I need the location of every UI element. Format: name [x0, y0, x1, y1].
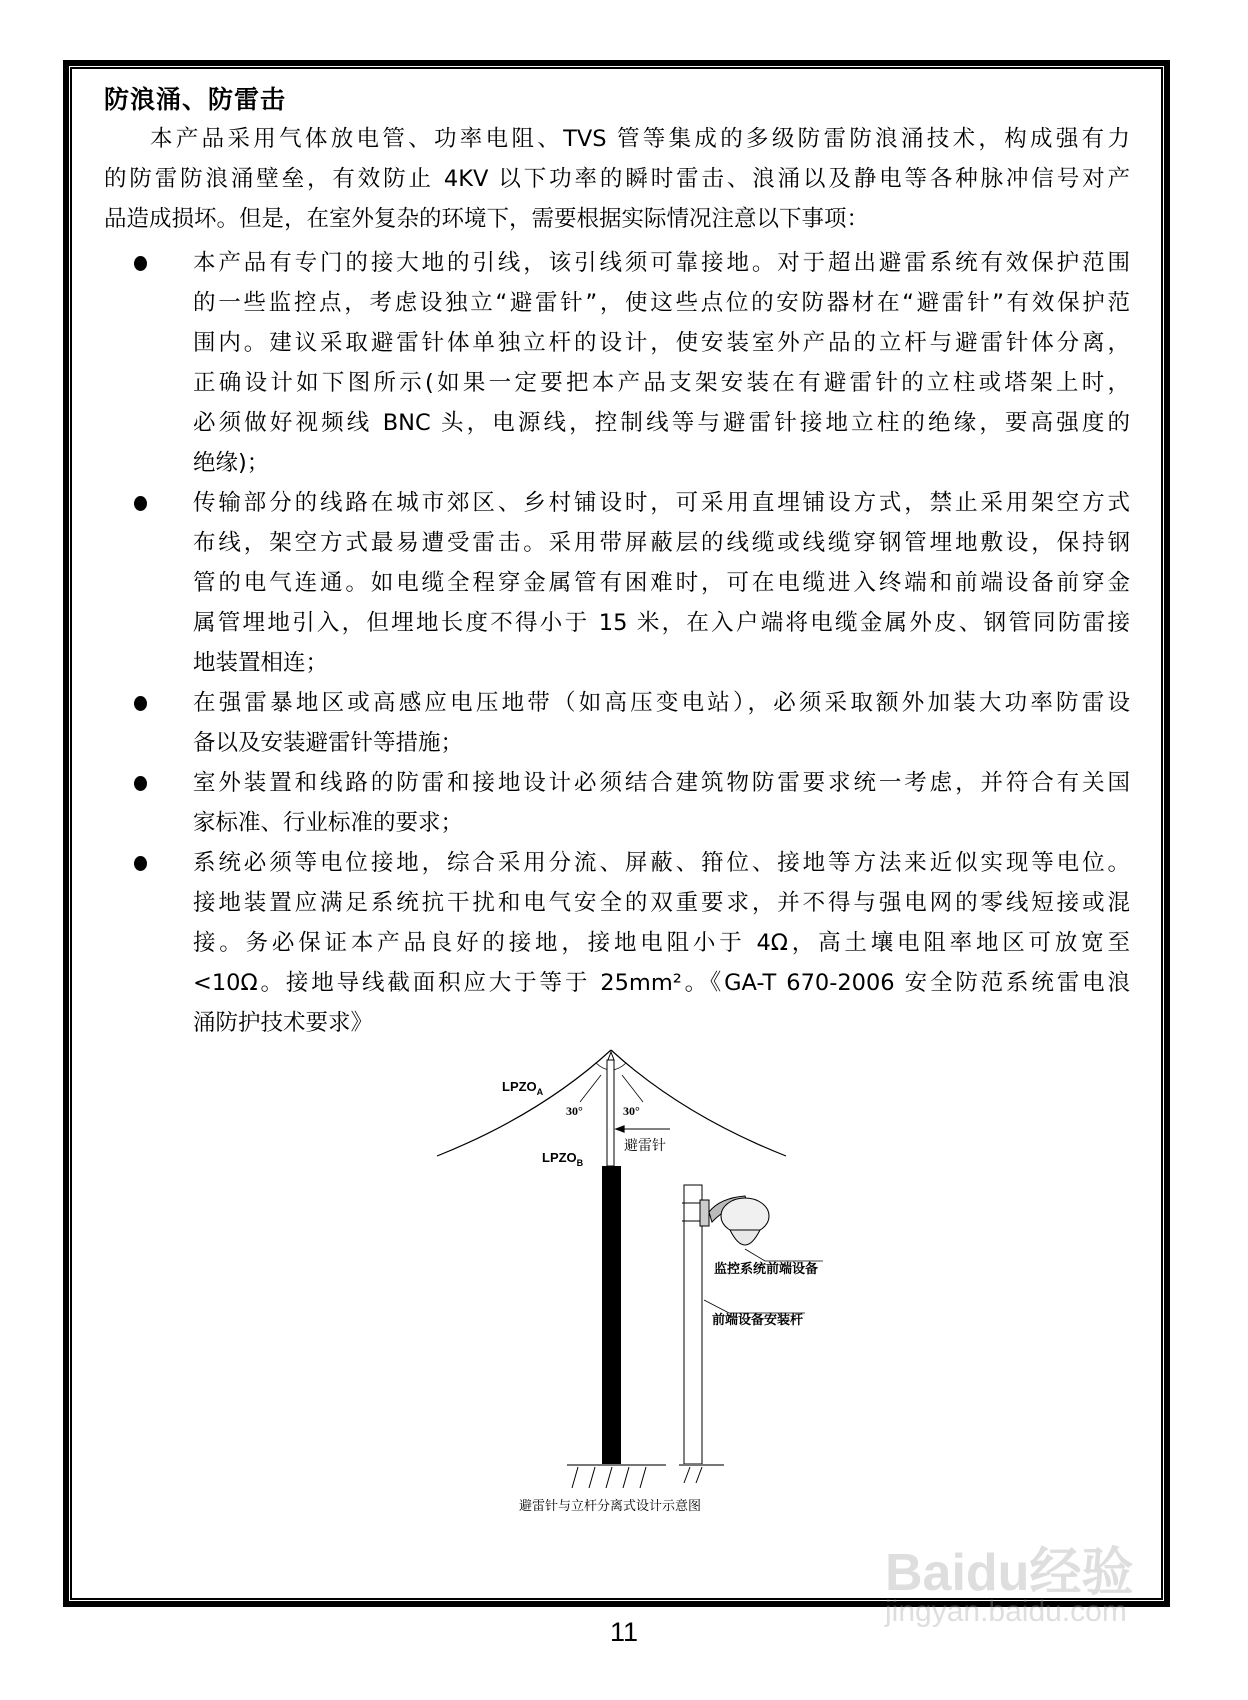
camera-pole [684, 1185, 702, 1464]
intro-line: 的防雷防浪涌壁垒，有效防止 4KV 以下功率的瞬时雷击、浪涌以及静电等各种脉冲信号对产 [104, 166, 1130, 192]
rod-pole [602, 1166, 621, 1464]
rod-tip [608, 1052, 614, 1060]
bullet-line: 属管埋地引入，但埋地长度不得小于 15 米，在入户端将电缆金属外皮、钢管同防雷接 [193, 610, 1130, 636]
camera-label: 监控系统前端设备 [714, 1262, 819, 1277]
bullet-line: 接地装置应满足系统抗干扰和电气安全的双重要求，并不得与强电网的零线短接或混 [193, 890, 1130, 916]
angle-right-label: 30° [623, 1104, 640, 1118]
bullet-line: 家标准、行业标准的要求； [193, 810, 464, 836]
bullet-line: 的一些监控点，考虑设独立“避雷针”，使这些点位的安防器材在“避雷针”有效保护范 [193, 290, 1130, 316]
bullet-line: <10Ω。接地导线截面积应大于等于 25mm²。《GA-T 670-2006 安全防范系统雷电浪 [193, 970, 1130, 996]
pole-label: 前端设备安装杆 [712, 1313, 804, 1328]
bullet-line: 绝缘)； [193, 450, 270, 476]
bullet-line: 布线，架空方式最易遭受雷击。采用带屏蔽层的线缆或线缆穿钢管埋地敷设，保持钢 [193, 530, 1130, 556]
ground [567, 1465, 724, 1488]
bullet-line: 涌防护技术要求》 [193, 1010, 374, 1036]
watermark-logo: Baidu经验 [885, 1544, 1134, 1602]
zone-b-label: $LPZO_B$ [542, 1150, 584, 1168]
rod-label: 避雷针 [624, 1138, 666, 1154]
bullet-line: 本产品有专门的接大地的引线，该引线须可靠接地。对于超出避雷系统有效保护范围 [193, 250, 1130, 276]
bullet-line: 正确设计如下图所示(如果一定要把本产品支架安装在有避雷针的立柱或塔架上时， [193, 370, 1130, 396]
bullet-line: 必须做好视频线 BNC 头，电源线，控制线等与避雷针接地立柱的绝缘，要高强度的 [193, 410, 1130, 436]
section-title: 防浪涌、防雷击 [104, 85, 287, 114]
callout-lines [704, 1249, 823, 1313]
bullet-line: 管的电气连通。如电缆全程穿金属管有困难时，可在电缆进入终端和前端设备前穿金 [193, 570, 1130, 596]
bullet-line: 室外装置和线路的防雷和接地设计必须结合建筑物防雷要求统一考虑，并符合有关国 [193, 770, 1130, 796]
bullet-line: 传输部分的线路在城市郊区、乡村铺设时，可采用直埋铺设方式，禁止采用架空方式 [193, 490, 1130, 516]
intro-line: 品造成损坏。但是，在室外复杂的环境下，需要根据实际情况注意以下事项： [104, 206, 870, 232]
watermark-url: jingyan.baidu.com [885, 1595, 1127, 1628]
bullet-line: 地装置相连； [193, 650, 329, 676]
intro-line: 本产品采用气体放电管、功率电阻、TVS 管等集成的多级防雷防浪涌技术，构成强有力 [150, 126, 1130, 152]
angle-left-label: 30° [566, 1104, 583, 1118]
lightning-rod [607, 1060, 614, 1166]
bullet-line: 围内。建议采取避雷针体单独立杆的设计，使安装室外产品的立杆与避雷针体分离， [193, 330, 1130, 356]
page-number: 11 [609, 1617, 639, 1647]
bullet-line: 在强雷暴地区或高感应电压地带（如高压变电站），必须采取额外加装大功率防雷设 [193, 690, 1130, 716]
bullet-line: 系统必须等电位接地，综合采用分流、屏蔽、箝位、接地等方法来近似实现等电位。 [193, 850, 1130, 876]
zone-a-label: $LPZO_A$ [502, 1079, 544, 1097]
diagram-caption: 避雷针与立杆分离式设计示意图 [519, 1499, 702, 1514]
bullet-line: 备以及安装避雷针等措施； [193, 730, 464, 756]
bullet-line: 接。务必保证本产品良好的接地，接地电阻小于 4Ω，高土壤电阻率地区可放宽至 [193, 930, 1130, 956]
